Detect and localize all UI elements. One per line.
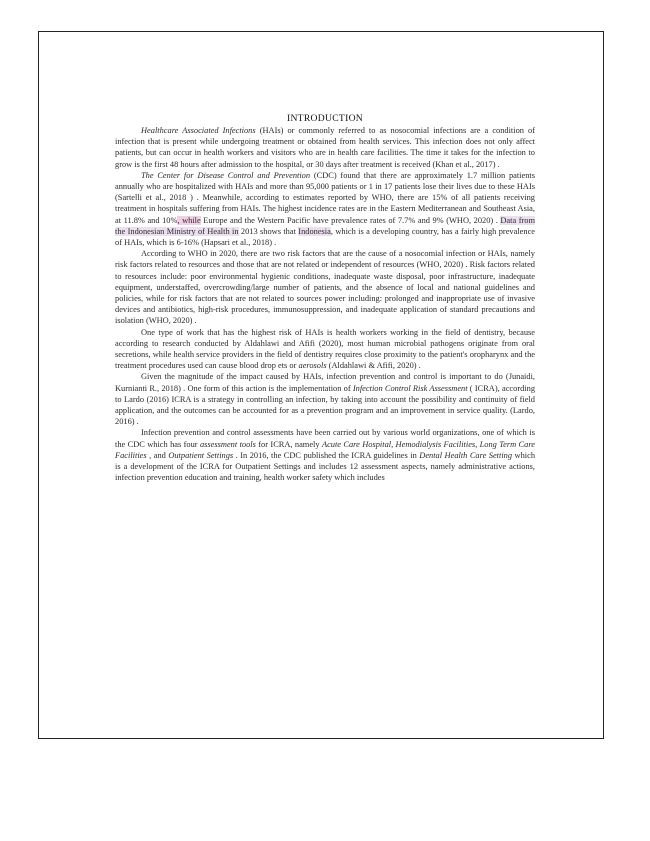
paragraph-text: ( ICRA), according to Lardo (2016) ICRA is a strategy in controlling an infection, by taking into account the possibility and continuity of field application, and the outcomes can be accounted for as a prevention program and an improvement in service quality. (Lardo, 2016) . (115, 383, 536, 427)
italic-term: assessment tools (199, 439, 256, 449)
paragraph-1 (115, 125, 535, 170)
paragraph-2 (115, 170, 535, 248)
paragraph-text: for ICRA, namely (255, 439, 322, 449)
paragraph-text: One type of work that has the highest risk of HAIs is health workers working in the field of dentistry, because according to research conducted by Aldahlawi and Afifi (2020), most human microbial pathogens originate from oral secretions, while health service providers in the field of dentistry requires close proximity to the patient's oropharynx and the treatment procedures used can cause blood drop ets or (115, 327, 535, 371)
paragraph-text: According to WHO in 2020, there are two risk factors that are the cause of a nosocomial infection or HAIs, namely risk factors related to resources and those that are not related or independent of resources (WHO, 2020) . Risk factors related to resources include: poor environmental hygienic conditions, inadequate waste disposal, poor infrastructure, inadequate equipment, understaffed, overcrowding/large number of patients, and the absence of local and national guidelines and policies, while for risk factors that are not related to sources power including: prolonged and inappropriate use of invasive devices and antibiotics, high-risk procedures, immunosuppression, and inadequate application of standard precautions and isolation (WHO, 2020) . (115, 249, 535, 326)
paragraph-text: which is a development of the ICRA for Outpatient Settings and includes 12 assessment aspects, namely administrative actions, infection prevention education and training, health worker safety which includes (115, 450, 536, 483)
paragraph-4 (115, 327, 535, 372)
highlight-pink: , while (177, 215, 201, 225)
paragraph-5 (115, 371, 535, 427)
italic-term: Healthcare Associated Infections (141, 126, 256, 135)
paragraph-text: Europe and the Western Pacific have prevalence rates of 7.7% and 9% (WHO, 2020) . (200, 215, 501, 225)
section-title: INTRODUCTION (286, 113, 364, 124)
paragraph-text: Infection prevention and control assessments have been carried out by various world organizations, one of which is the CDC which has four (115, 428, 535, 449)
paragraph-text: . In 2016, the CDC published the ICRA guidelines in (233, 450, 420, 460)
italic-term: Acute Care Hospital, Hemodialysis Facilities, Long Term Care Facilities (115, 439, 535, 460)
document-page (38, 31, 604, 739)
italic-term: Outpatient Settings (168, 450, 234, 460)
document-body (115, 113, 535, 484)
paragraph-6 (115, 427, 535, 483)
italic-term: The Center for Disease Control and Prevention (141, 170, 311, 180)
paragraph-3 (115, 248, 535, 326)
paragraph-text: Given the magnitude of the impact caused by HAIs, infection prevention and control is important to do (Junaidi, Kurnianti R., 2018) . One form of this action is the implementation of (115, 372, 535, 393)
paragraph-text: (HAIs) or commonly referred to as nosocomial infections are a condition of infection that is present while undergoing treatment or obtained from health services. This infection does not only affect patients, but can occur in health workers and visitors who are in health care facilities. The time it takes for the infection to grow is the first 48 hours after admission to the hospital, or 30 days after treatment is received (Khan et al., 2017) . (115, 126, 535, 169)
italic-term: Dental Health Care Setting (419, 450, 513, 460)
paragraph-text: (CDC) found that there are approximately 1.7 million patients annually who are hospitalized with HAIs and more than 95,000 patients or 1 in 17 patients lose their lives due to these HAIs (Sartelli et al., 2018 ) . Meanwhile, according to estimates reported by WHO, there are 15% of all patients receiving treatment in hospitals suffering from HAIs. The highest incidence rates are in the Eastern Mediterranean and Southeast Asia, at 11.8% and 10% (115, 170, 536, 225)
paragraph-text: , and (146, 450, 169, 460)
paragraph-text: , which is a developing country, has a fairly high prevalence of HAIs, which is 6-16% (Hapsari et al., 2018) . (115, 226, 535, 248)
italic-term: aerosols (298, 361, 327, 371)
highlight-purple: Data from the Indonesian Ministry of Health in (115, 215, 535, 236)
italic-term: Infection Control Risk Assessment (352, 383, 468, 393)
paragraph-text: (Aldahlawi & Afifi, 2020) . (326, 361, 421, 371)
highlight-purple: Indonesia (298, 226, 331, 236)
paragraph-text: 2013 shows that (238, 226, 299, 236)
